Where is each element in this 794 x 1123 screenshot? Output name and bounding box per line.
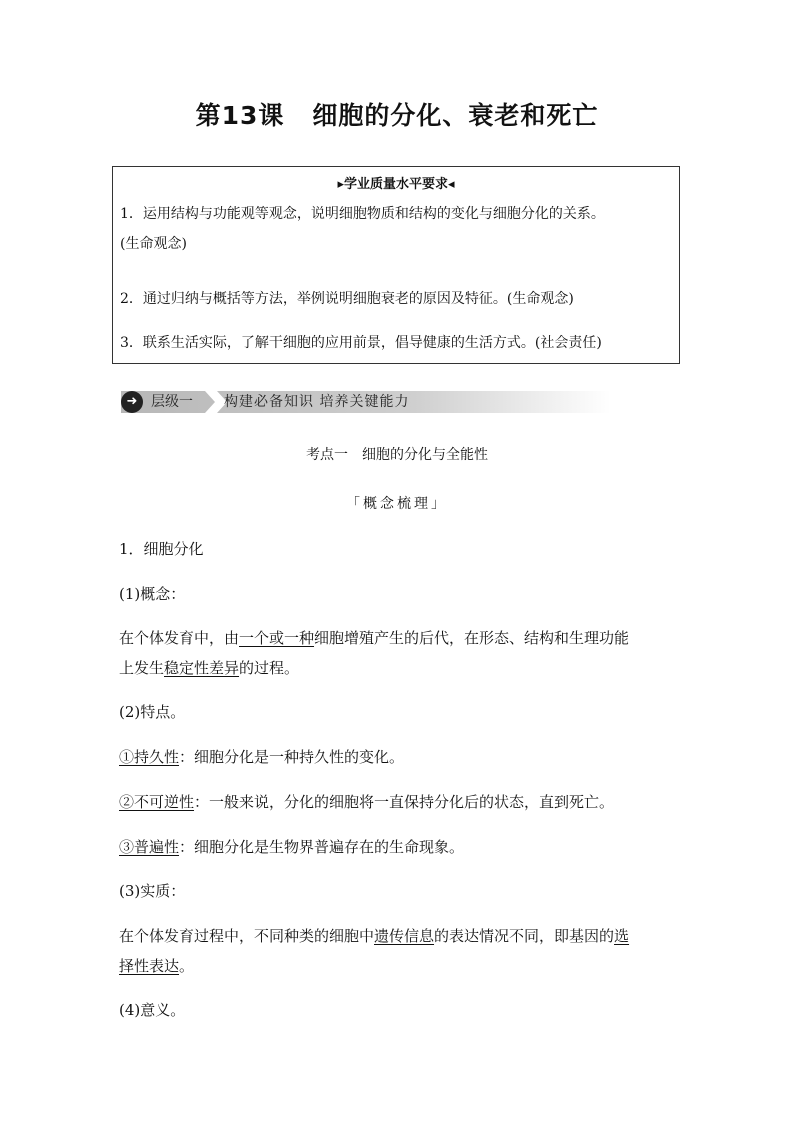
heading-cell-differentiation: 1．细胞分化 [119,540,204,558]
requirement-item-1-line1: 1．运用结构与功能观等观念，说明细胞物质和结构的变化与细胞分化的关系。 [120,206,605,222]
requirement-item-1-line2: (生命观念) [120,236,187,252]
feature-item-3 [119,832,679,862]
text-run: 在个体发育过程中，不同种类的细胞中 [119,927,375,945]
answer-blank: 择性表达 [119,957,180,975]
essence-text-line1 [119,921,679,951]
features-label: (2)特点。 [119,703,186,721]
level-description: 构建必备知识 培养关键能力 [224,394,410,410]
concept-text-line1 [119,623,679,653]
arrow-right-icon: ➜ [121,391,143,413]
answer-blank: 选 [614,927,630,945]
feature-item-1 [119,742,679,772]
concept-tag: 「概念梳理」 [346,496,448,512]
text-run: 在个体发育中，由 [119,629,240,647]
text-run: ：细胞分化是生物界普遍存在的生命现象。 [179,838,465,856]
text-run: 的表达情况不同，即基因的 [434,927,615,945]
requirement-item-1 [120,199,675,259]
text-run: 细胞增殖产生的后代，在形态、结构和生理功能 [314,629,630,647]
answer-blank: ①持久性 [119,748,180,766]
section-title: 考点一 细胞的分化与全能性 [306,447,488,463]
text-run: ：细胞分化是一种持久性的变化。 [179,748,405,766]
lesson-topic: 细胞的分化、衰老和死亡 [312,101,599,130]
lesson-number: 第13课 [195,101,285,130]
requirement-item-3: 3．联系生活实际，了解干细胞的应用前景，倡导健康的生活方式。(社会责任) [120,335,602,351]
answer-blank: 一个或一种 [239,629,315,647]
lesson-title [0,96,794,132]
answer-blank: ②不可逆性 [119,793,195,811]
answer-blank: ③普遍性 [119,838,180,856]
requirements-header: ▸学业质量水平要求◂ [337,177,455,192]
concept-label: (1)概念： [119,585,186,603]
feature-item-2 [119,787,679,817]
level-banner [121,391,611,413]
significance-label: (4)意义。 [119,1001,186,1019]
text-run: 。 [179,957,195,975]
essence-text-line2 [119,951,679,981]
text-run: 上发生 [119,659,165,677]
requirement-item-2: 2．通过归纳与概括等方法，举例说明细胞衰老的原因及特征。(生命观念) [120,291,574,307]
requirements-box [112,166,680,364]
level-label: 层级一 [151,394,193,410]
concept-text-line2 [119,653,679,683]
text-run: 的过程。 [239,659,300,677]
answer-blank: 稳定性差异 [164,659,240,677]
text-run: ：一般来说，分化的细胞将一直保持分化后的状态，直到死亡。 [194,793,615,811]
essence-label: (3)实质： [119,882,186,900]
answer-blank: 遗传信息 [374,927,435,945]
